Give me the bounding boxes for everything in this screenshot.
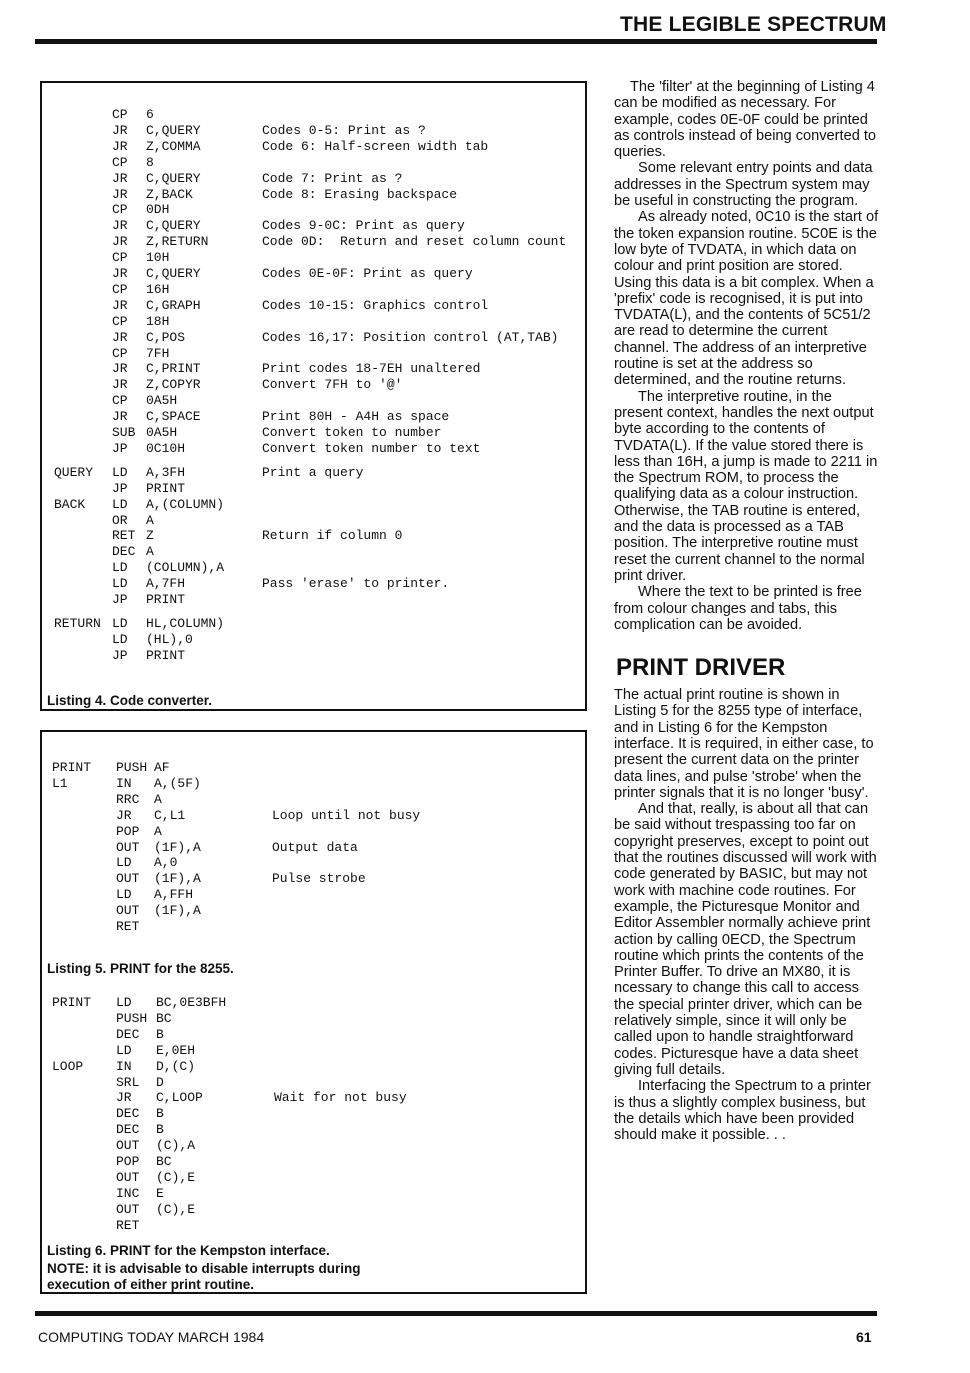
code-label: BACK (54, 496, 86, 512)
code-operand: B (156, 1026, 164, 1042)
code-opcode: JR (112, 170, 128, 186)
code-opcode: OUT (116, 839, 140, 855)
article-paragraph: Some relevant entry points and data addresses in the Spectrum system may be useful in constructing the program. (614, 160, 873, 210)
code-operand: (1F),A (154, 839, 201, 855)
code-opcode: RET (116, 919, 140, 934)
code-opcode: JP (112, 480, 128, 496)
listing-6-caption: Listing 6. PRINT for the Kempston interface. (47, 1243, 330, 1258)
code-comment: Codes 10-15: Graphics control (262, 297, 489, 313)
code-opcode: JR (112, 361, 128, 377)
code-opcode: JP (112, 647, 128, 663)
code-opcode: JR (112, 266, 128, 281)
code-operand: C,GRAPH (146, 297, 201, 313)
code-opcode: JR (112, 218, 128, 234)
code-opcode: CP (112, 393, 128, 409)
code-operand: Z (146, 528, 154, 544)
code-operand: (C),E (156, 1201, 196, 1217)
article-paragraph: The actual print routine is shown in Listing 5 for the 8255 type of interface, and in Listing 6 for the Kempston interface. It is required, in either case, to present the current data on the printer data lines, and pulse 'strobe' when the printer signals that it is no longer 'busy'. (614, 687, 874, 801)
code-opcode: CP (112, 345, 128, 361)
code-opcode: PUSH (116, 760, 148, 775)
article-paragraphs-bottom (614, 687, 879, 1143)
code-operand: Z,RETURN (146, 234, 209, 250)
code-operand: 18H (146, 313, 170, 329)
code-opcode: CP (112, 250, 128, 266)
code-operand: BC (156, 1010, 172, 1026)
footer-publication: COMPUTING TODAY MARCH 1984 (38, 1329, 265, 1345)
code-opcode: CP (112, 154, 128, 170)
code-operand: 16H (146, 281, 170, 297)
code-operand: C,QUERY (146, 218, 201, 234)
code-opcode: IN (116, 775, 132, 791)
listing-4-box (40, 81, 587, 711)
code-comment: Code 8: Erasing backspace (262, 186, 458, 202)
code-operand: A (154, 791, 162, 807)
code-operand: C,QUERY (146, 170, 201, 186)
code-opcode: IN (116, 1058, 132, 1074)
listing-6-note: NOTE: it is advisable to disable interrupts during execution of either print routine. (47, 1261, 361, 1292)
code-operand: Z,COMMA (146, 138, 201, 154)
code-comment: Code 7: Print as ? (262, 170, 403, 186)
code-operand: C,QUERY (146, 122, 201, 138)
code-comment: Pulse strobe (272, 871, 366, 887)
code-opcode: JR (112, 377, 128, 393)
code-opcode: LD (112, 631, 128, 647)
code-operand: (C),A (156, 1138, 196, 1154)
bottom-rule (35, 1311, 877, 1316)
code-operand: C,QUERY (146, 266, 201, 281)
code-operand: D (156, 1074, 164, 1090)
code-operand: A,(COLUMN) (146, 496, 225, 512)
code-opcode: OUT (116, 1169, 140, 1185)
code-operand: (HL),0 (146, 631, 193, 647)
code-opcode: JR (112, 329, 128, 345)
code-operand: 6 (146, 107, 154, 122)
code-opcode: CP (112, 107, 128, 122)
code-operand: HL,COLUMN) (146, 615, 225, 631)
code-operand: C,SPACE (146, 409, 201, 425)
code-comment: Convert token to number (262, 425, 442, 440)
code-opcode: DEC (116, 1026, 140, 1042)
code-comment: Convert 7FH to '@' (262, 377, 403, 393)
code-operand: D,(C) (156, 1058, 196, 1074)
article-paragraph: As already noted, 0C10 is the start of the token expansion routine. 5C0E is the low byte of TVDATA, in which data on colour and print position are stored. Using this data is a bit complex. When a 'prefix' code is recognised, it is put into TVDATA(L), and the contents of 5C51/2 are read to determine the current channel. The address of an interpretive routine is set at the address so determined, and the routine returns. (614, 209, 879, 389)
code-opcode: INC (116, 1185, 140, 1201)
code-comment: Code 6: Half-screen width tab (262, 138, 489, 154)
code-operand: C,L1 (154, 807, 186, 823)
code-comment: Print codes 18-7EH unaltered (262, 361, 481, 377)
code-operand: (COLUMN),A (146, 560, 225, 576)
article-paragraph: Interfacing the Spectrum to a printer is thus a slightly complex business, but the details which have been provided should make it possible. . . (614, 1078, 871, 1144)
code-operand: A (146, 544, 154, 560)
listing-4-caption: Listing 4. Code converter. (47, 693, 213, 708)
code-operand: 0C10H (146, 440, 186, 456)
code-label: L1 (52, 775, 68, 791)
code-operand: A (146, 512, 154, 528)
code-comment: Codes 0E-0F: Print as query (262, 266, 473, 281)
article-paragraph: The interpretive routine, in the present context, handles the next output byte according to the contents of TVDATA(L). If the value stored there is less than 16H, a jump is made to 2211 in the Spectrum ROM, to process the qualifying data as a colour instruction. Otherwise, the TAB routine is entered, and the data is processed as a TAB position. The interpretive routine must reset the current channel to the normal print driver. (614, 388, 878, 584)
code-opcode: POP (116, 823, 140, 839)
code-opcode: POP (116, 1154, 140, 1169)
code-operand: (1F),A (154, 871, 201, 887)
code-operand: A (154, 823, 162, 839)
code-operand: 8 (146, 154, 154, 170)
code-label: PRINT (52, 995, 92, 1010)
code-operand: A,3FH (146, 464, 186, 480)
code-opcode: CP (112, 281, 128, 297)
listing-5-caption: Listing 5. PRINT for the 8255. (47, 961, 234, 976)
code-comment: Convert token number to text (262, 440, 481, 456)
code-operand: C,LOOP (156, 1090, 203, 1106)
code-operand: 7FH (146, 345, 170, 361)
code-operand: A,FFH (154, 887, 194, 903)
code-opcode: JR (116, 1090, 132, 1106)
code-operand: PRINT (146, 647, 186, 663)
code-opcode: RET (116, 1217, 140, 1233)
code-opcode: LD (112, 615, 128, 631)
code-comment: Print 80H - A4H as space (262, 409, 450, 425)
code-operand: C,POS (146, 329, 186, 345)
code-operand: 10H (146, 250, 170, 266)
code-operand: A,(5F) (154, 775, 201, 791)
code-operand: Z,COPYR (146, 377, 201, 393)
code-opcode: SRL (116, 1074, 140, 1090)
code-comment: Codes 0-5: Print as ? (262, 122, 426, 138)
article-paragraph: The 'filter' at the beginning of Listing 4 can be modified as necessary. For example, codes 0E-0F could be printed as controls instead of being converted to queries. (614, 79, 877, 161)
code-opcode: PUSH (116, 1010, 148, 1026)
code-comment: Codes 9-0C: Print as query (262, 218, 465, 234)
code-opcode: JR (112, 122, 128, 138)
listing-5-6-box (40, 730, 587, 1294)
code-operand: PRINT (146, 592, 186, 607)
code-operand: A,7FH (146, 576, 186, 592)
code-opcode: LD (112, 496, 128, 512)
code-operand: BC,0E3BFH (156, 995, 227, 1010)
article-paragraphs-top (614, 79, 879, 633)
code-opcode: LD (112, 464, 128, 480)
code-opcode: LD (112, 560, 128, 576)
code-label: PRINT (52, 760, 92, 775)
code-operand: AF (154, 760, 170, 775)
code-opcode: CP (112, 202, 128, 218)
code-opcode: OUT (116, 1201, 140, 1217)
code-opcode: DEC (116, 1106, 140, 1122)
code-comment: Output data (272, 839, 358, 855)
code-operand: 0A5H (146, 393, 178, 409)
code-opcode: OUT (116, 1138, 140, 1154)
top-rule (35, 39, 877, 44)
code-opcode: OUT (116, 871, 140, 887)
code-opcode: JR (112, 409, 128, 425)
code-operand: (C),E (156, 1169, 196, 1185)
code-operand: E,0EH (156, 1042, 196, 1058)
code-operand: PRINT (146, 480, 186, 496)
code-operand: C,PRINT (146, 361, 201, 377)
article-paragraph: And that, really, is about all that can be said without trespassing too far on copyright preserves, except to point out that the routines discussed will work with code generated by BASIC, but may not work with machine code routines. For example, the Picturesque Monitor and Editor Assembler normally achieve print action by calling 0ECD, the Spectrum routine which prints the contents of the Printer Buffer. To drive an MX80, it is ncessary to change this call to access the special printer driver, which can be relatively simple, since it will only be called upon to handle straightforward codes. Picturesque have a data sheet giving full details. (614, 801, 877, 1078)
section-heading: PRINT DRIVER (616, 654, 786, 682)
code-opcode: JR (112, 138, 128, 154)
code-opcode: JP (112, 440, 128, 456)
code-label: LOOP (52, 1058, 84, 1074)
page-number: 61 (856, 1329, 872, 1345)
code-label: QUERY (54, 464, 94, 480)
code-opcode: OUT (116, 903, 140, 919)
code-comment: Print a query (262, 464, 364, 480)
code-opcode: SUB (112, 425, 136, 440)
code-opcode: RET (112, 528, 136, 544)
code-comment: Wait for not busy (274, 1090, 407, 1106)
code-opcode: LD (112, 576, 128, 592)
code-opcode: OR (112, 512, 128, 528)
code-operand: B (156, 1106, 164, 1122)
code-comment: Loop until not busy (272, 807, 421, 823)
code-operand: BC (156, 1154, 172, 1169)
code-operand: B (156, 1122, 164, 1138)
code-operand: Z,BACK (146, 186, 193, 202)
code-comment: Pass 'erase' to printer. (262, 576, 450, 592)
code-opcode: DEC (112, 544, 136, 560)
code-comment: Codes 16,17: Position control (AT,TAB) (262, 329, 559, 345)
code-opcode: LD (116, 887, 132, 903)
code-opcode: RRC (116, 791, 140, 807)
code-opcode: JR (112, 297, 128, 313)
code-opcode: LD (116, 995, 132, 1010)
code-operand: (1F),A (154, 903, 201, 919)
code-opcode: JP (112, 592, 128, 607)
code-opcode: CP (112, 313, 128, 329)
code-comment: Return if column 0 (262, 528, 403, 544)
running-header: THE LEGIBLE SPECTRUM (620, 13, 887, 36)
code-comment: Code 0D: Return and reset column count (262, 234, 567, 250)
code-label: RETURN (54, 615, 101, 631)
code-operand: 0A5H (146, 425, 178, 440)
code-opcode: JR (112, 186, 128, 202)
code-operand: 0DH (146, 202, 170, 218)
article-paragraph: Where the text to be printed is free from colour changes and tabs, this complication can be avoided. (614, 584, 862, 633)
code-opcode: LD (116, 1042, 132, 1058)
code-opcode: LD (116, 855, 132, 871)
code-opcode: JR (116, 807, 132, 823)
code-opcode: JR (112, 234, 128, 250)
code-operand: E (156, 1185, 164, 1201)
article-column (614, 79, 879, 1143)
code-opcode: DEC (116, 1122, 140, 1138)
code-operand: A,0 (154, 855, 178, 871)
